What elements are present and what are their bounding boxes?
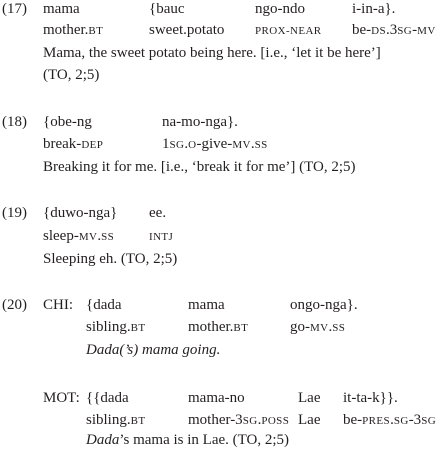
translation-17-line1: Mama, the sweet potato being here. [i.e., ‘let it be here’]: [43, 45, 381, 61]
translation-19: Sleeping eh. (TO, 2;5): [43, 251, 178, 267]
italic-run: Dada: [86, 432, 120, 448]
gloss-text: Lae: [298, 412, 321, 428]
gloss-text: ’s mama is in Lae. (TO, 2;5): [119, 432, 290, 448]
gloss-text: go-: [290, 319, 310, 335]
gloss-17-4: [352, 23, 436, 38]
gloss-20-mot-1: [86, 413, 145, 428]
translation-20-mot: [86, 433, 289, 448]
italic-run: Dada: [86, 342, 120, 358]
word-20-mot-1: {{dada: [86, 390, 129, 406]
translation-18: Breaking it for me. [i.e., ‘break it for me’] (TO, 2;5): [43, 159, 356, 175]
word-20-mot-3: Lae: [298, 390, 321, 406]
word-17-4: i-in-a}.: [352, 1, 396, 17]
gloss-text: mother.: [188, 319, 234, 335]
speaker-chi: CHI:: [43, 297, 73, 313]
gloss-abbrev: MV: [232, 139, 251, 151]
italic-run: (’s) mama going.: [119, 342, 221, 358]
gloss-text: -: [412, 22, 418, 38]
word-18-1: {obe-ng: [43, 114, 92, 130]
gloss-text: be-: [343, 412, 363, 428]
gloss-text: sibling.: [86, 319, 131, 335]
example-number-19: (19): [2, 205, 27, 221]
gloss-17-2: [149, 23, 224, 38]
gloss-text: .3: [386, 22, 398, 38]
gloss-text: sleep-: [43, 228, 79, 244]
gloss-abbrev: BT: [88, 25, 104, 37]
gloss-abbrev: SS: [254, 139, 268, 151]
gloss-abbrev: MV: [310, 322, 329, 334]
gloss-abbrev: DEP: [81, 139, 104, 151]
gloss-abbrev: DS: [371, 25, 387, 37]
gloss-20-chi-3: [290, 320, 345, 335]
gloss-19-2: [149, 229, 173, 244]
gloss-abbrev: PROX-NEAR: [255, 25, 322, 37]
gloss-text: break-: [43, 136, 82, 152]
gloss-18-1: [43, 137, 103, 152]
gloss-abbrev: SG: [397, 25, 413, 37]
gloss-20-mot-4: [343, 413, 436, 428]
gloss-text: .: [390, 412, 394, 428]
gloss-20-chi-1: [86, 320, 145, 335]
word-20-mot-4: it-ta-k}}.: [343, 390, 398, 406]
word-19-1: {duwo-nga}: [43, 205, 118, 221]
word-20-chi-1: {dada: [86, 297, 122, 313]
gloss-text: sibling.: [86, 412, 131, 428]
word-17-2: {bauc: [149, 1, 185, 17]
gloss-text: mother-3: [188, 412, 243, 428]
gloss-text: .: [97, 228, 102, 244]
gloss-abbrev: MV: [417, 25, 436, 37]
gloss-20-mot-2: [188, 413, 289, 428]
example-number-20: (20): [2, 297, 27, 313]
gloss-text: be-: [352, 22, 372, 38]
gloss-19-1: [43, 229, 114, 244]
gloss-abbrev: SG: [421, 415, 437, 427]
gloss-20-mot-3: [298, 413, 320, 428]
gloss-abbrev: O: [188, 139, 197, 151]
speaker-mot: MOT:: [43, 390, 80, 406]
gloss-abbrev: PRES: [362, 415, 391, 427]
word-17-1: mama: [43, 1, 80, 17]
word-17-3: ngo-ndo: [255, 1, 305, 17]
gloss-text: .: [184, 136, 189, 152]
translation-17-line2: (TO, 2;5): [43, 67, 100, 83]
gloss-20-chi-2: [188, 320, 248, 335]
gloss-abbrev: BT: [233, 322, 249, 334]
gloss-18-2: [162, 137, 268, 152]
gloss-text: .: [328, 319, 333, 335]
gloss-abbrev: INTJ: [149, 231, 174, 243]
gloss-text: 1: [162, 136, 170, 152]
gloss-abbrev: MV: [78, 231, 98, 243]
gloss-text: sweet.potato: [149, 22, 225, 38]
gloss-abbrev: BT: [130, 322, 146, 334]
gloss-text: .: [257, 412, 262, 428]
word-20-chi-2: mama: [188, 297, 225, 313]
example-number-17: (17): [2, 1, 27, 17]
translation-20-chi: [86, 343, 220, 358]
gloss-text: mother.: [43, 22, 89, 38]
word-18-2: na-mo-nga}.: [162, 114, 238, 130]
gloss-text: .: [250, 136, 255, 152]
gloss-abbrev: BT: [130, 415, 146, 427]
gloss-abbrev: SG: [242, 415, 258, 427]
gloss-abbrev: SG: [393, 415, 409, 427]
gloss-abbrev: SS: [332, 322, 346, 334]
gloss-17-3: [255, 23, 322, 38]
gloss-abbrev: SS: [101, 231, 115, 243]
gloss-17-1: [43, 23, 103, 38]
word-19-2: ee.: [149, 205, 167, 221]
gloss-abbrev: SG: [169, 139, 185, 151]
gloss-abbrev: POSS: [261, 415, 290, 427]
gloss-text: -3: [408, 412, 422, 428]
word-20-chi-3: ongo-nga}.: [290, 297, 358, 313]
example-number-18: (18): [2, 114, 27, 130]
gloss-text: -give-: [196, 136, 233, 152]
word-20-mot-2: mama-no: [188, 390, 245, 406]
